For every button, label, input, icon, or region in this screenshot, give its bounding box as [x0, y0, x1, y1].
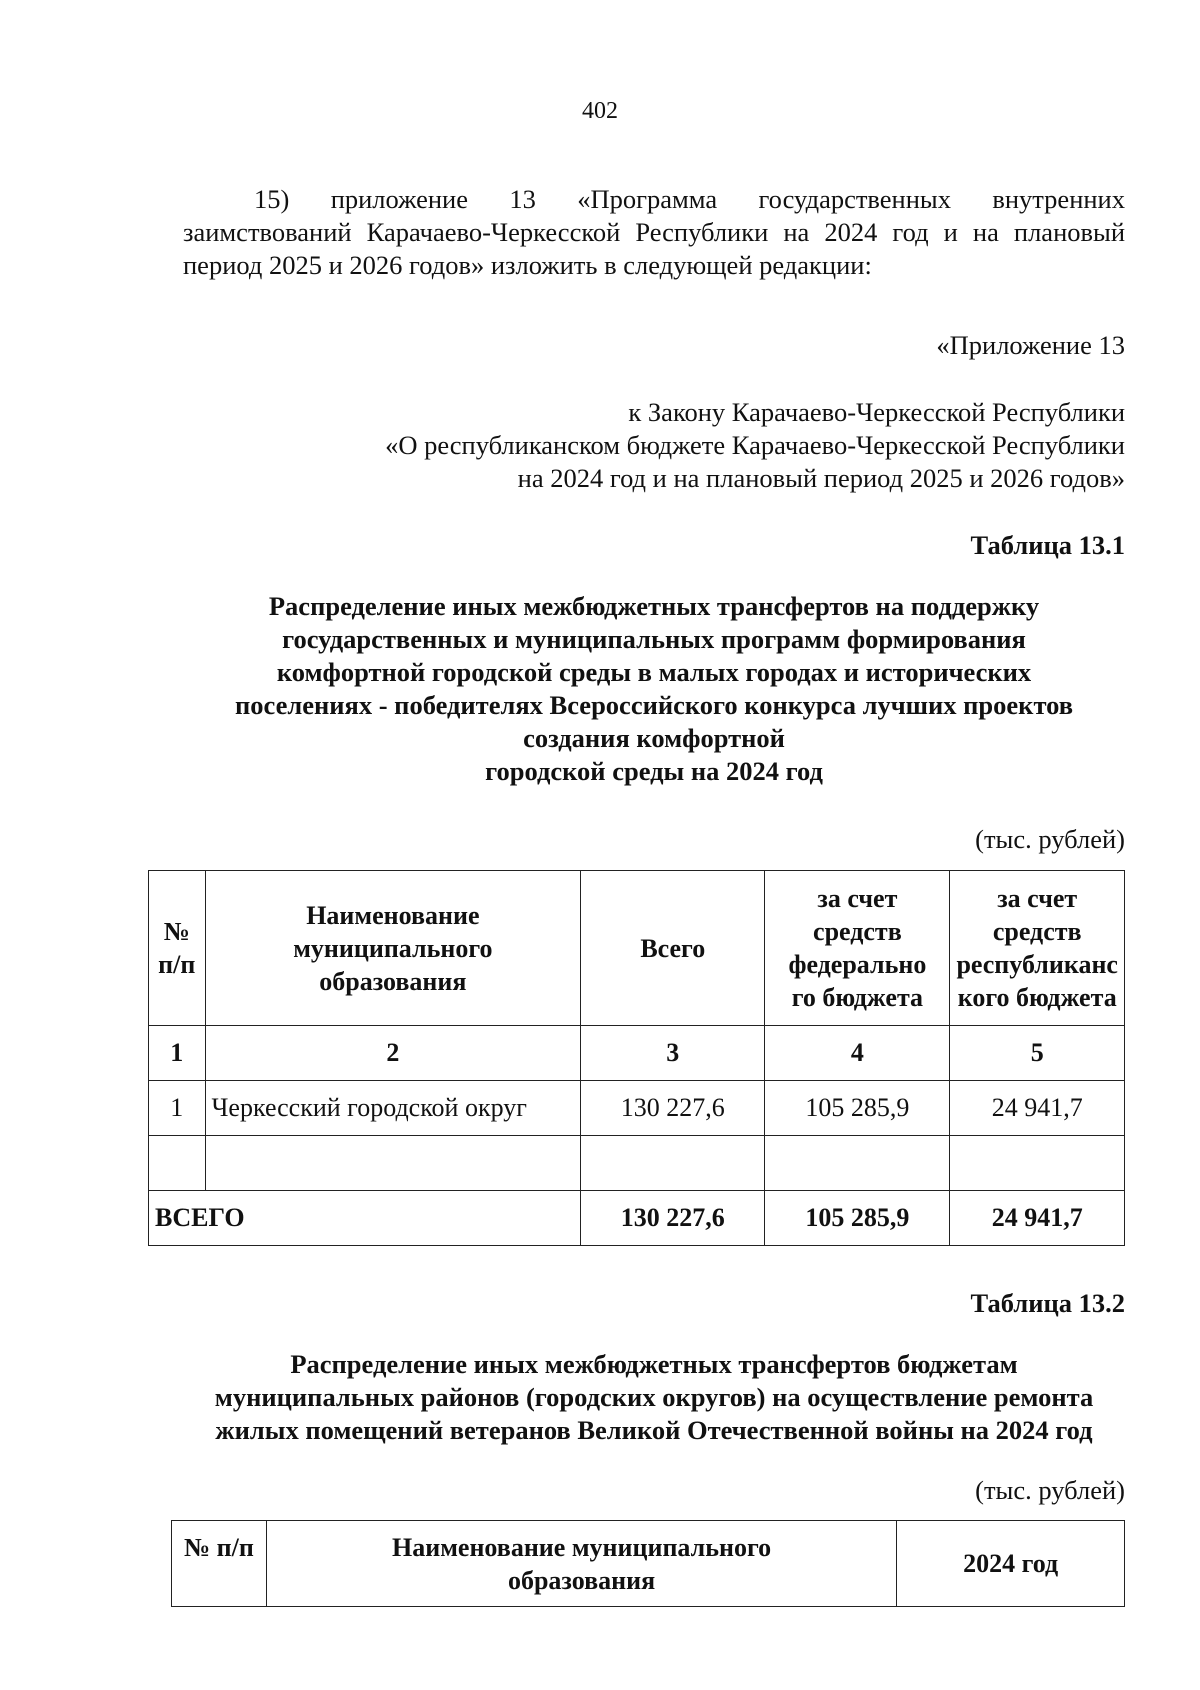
municipality-name-cell: Черкесский городской округ — [205, 1081, 581, 1136]
table1-label: Таблица 13.1 — [970, 530, 1125, 560]
table1-header-row — [149, 871, 1125, 1026]
heading-line: государственных и муниципальных программ формирования — [282, 624, 1026, 654]
header-cell-number: № п/п — [172, 1521, 267, 1607]
table1-heading — [183, 590, 1125, 788]
page-number: 402 — [582, 98, 618, 124]
header-cell-year: 2024 год — [897, 1521, 1125, 1607]
heading-line: Распределение иных межбюджетных трансфертов на поддержку — [268, 591, 1040, 621]
column-number-cell: 2 — [205, 1026, 581, 1081]
table2-heading — [183, 1348, 1125, 1447]
heading-line: муниципальных районов (городских округов) на осуществление ремонта — [214, 1382, 1094, 1412]
total-federal-cell: 105 285,9 — [765, 1191, 950, 1246]
heading-line: городской среды на 2024 год — [485, 756, 823, 786]
table-row-empty — [149, 1136, 1125, 1191]
heading-line: поселениях - победителях Всероссийского конкурса лучших проектов — [234, 690, 1074, 720]
heading-line: жилых помещений ветеранов Великой Отечественной войны на 2024 год — [215, 1415, 1093, 1445]
intro-paragraph: 15) приложение 13 «Программа государственных внутренних заимствований Карачаево-Черкесской Республики на 2024 год и на плановый период 2025 и 2026 годов» изложить в следующей редакции: — [183, 184, 1125, 280]
total-label-cell: ВСЕГО — [149, 1191, 581, 1246]
republic-amount-cell: 24 941,7 — [950, 1081, 1125, 1136]
table-row — [149, 1081, 1125, 1136]
total-republic-cell: 24 941,7 — [950, 1191, 1125, 1246]
heading-line: комфортной городской среды в малых городах и исторических — [276, 657, 1032, 687]
annex-line: «О республиканском бюджете Карачаево-Черкесской Республики — [385, 430, 1125, 460]
heading-line: Распределение иных межбюджетных трансфертов бюджетам — [290, 1349, 1018, 1379]
table2 — [171, 1520, 1125, 1607]
table2-label: Таблица 13.2 — [970, 1288, 1125, 1318]
table2-unit: (тыс. рублей) — [975, 1475, 1125, 1505]
federal-amount-cell: 105 285,9 — [765, 1081, 950, 1136]
column-number-cell: 3 — [581, 1026, 765, 1081]
column-number-cell: 1 — [149, 1026, 206, 1081]
header-cell-republic: за счет средств республиканс кого бюджета — [950, 871, 1125, 1026]
header-cell-federal: за счет средств федерально го бюджета — [765, 871, 950, 1026]
table1-unit: (тыс. рублей) — [975, 824, 1125, 854]
total-amount-cell: 130 227,6 — [581, 1081, 765, 1136]
table1-total-row — [149, 1191, 1125, 1246]
header-cell-total: Всего — [581, 871, 765, 1026]
header-cell-name: Наименование муниципального образования — [266, 1521, 896, 1607]
table1 — [148, 870, 1125, 1246]
column-number-cell: 4 — [765, 1026, 950, 1081]
heading-line: создания комфортной — [523, 723, 785, 753]
row-number-cell: 1 — [149, 1081, 206, 1136]
header-cell-name: Наименование муниципального образования — [205, 871, 581, 1026]
annex-subtitle — [385, 396, 1125, 495]
column-number-cell: 5 — [950, 1026, 1125, 1081]
table2-header-row — [172, 1521, 1125, 1607]
table1-column-numbers-row — [149, 1026, 1125, 1081]
annex-title: «Приложение 13 — [936, 330, 1125, 360]
annex-line: на 2024 год и на плановый период 2025 и 2026 годов» — [517, 463, 1125, 493]
total-sum-cell: 130 227,6 — [581, 1191, 765, 1246]
header-cell-number: № п/п — [149, 871, 206, 1026]
annex-line: к Закону Карачаево-Черкесской Республики — [628, 397, 1125, 427]
